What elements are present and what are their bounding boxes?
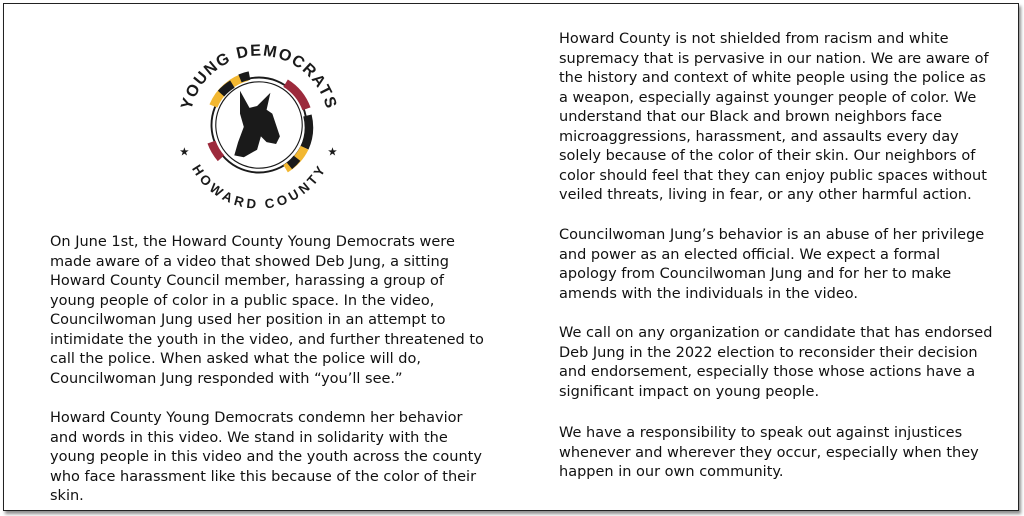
right-paragraph-1: Howard County is not shielded from racism and white supremacy that is pervasive in our nation. We are aware of the history and context of white people using the police as a weapon, especially against younger people of color. We understand that our Black and brown neighbors face microaggressions, harassment, and assaults every day solely because of the color of their skin. Our neighbors of color should feel that they can enjoy public spaces without veiled threats, living in fear, or any other harmful action.	[559, 31, 989, 203]
young-democrats-logo	[164, 30, 354, 220]
star-icon: ★	[179, 144, 190, 159]
right-paragraph-4: We have a responsibility to speak out against injustices whenever and wherever they occur, especially when they happen in our own community.	[559, 425, 979, 480]
svg-text:HOWARD COUNTY	[189, 162, 329, 212]
statement-card	[3, 3, 1019, 511]
left-paragraph-1: On June 1st, the Howard County Young Democrats were made aware of a video that showed Deb Jung, a sitting Howard County Council member, harassing a group of young people of color in a public space. In the video, Councilwoman Jung used her position in an attempt to intimidate the youth in the video, and further threatened to call the police. When asked what the police will do, Councilwoman Jung responded with “you’ll see.”	[50, 234, 484, 387]
logo-top-text: YOUNG DEMOCRATS	[177, 41, 341, 112]
logo-bottom-text: HOWARD COUNTY	[189, 161, 329, 212]
right-paragraph-3: We call on any organization or candidate that has endorsed Deb Jung in the 2022 election to reconsider their decision and endorsement, especially those whose actions have a significant impact on young people.	[559, 325, 993, 400]
star-icon: ★	[327, 144, 338, 159]
right-paragraph-2: Councilwoman Jung’s behavior is an abuse of her privilege and power as an elected official. We expect a formal apology from Councilwoman Jung and for her to make amends with the individuals in the video.	[559, 227, 985, 302]
left-paragraph-2: Howard County Young Democrats condemn her behavior and words in this video. We stand in solidarity with the young people in this video and the youth across the county who face harassment like this because of the color of their skin.	[50, 410, 482, 504]
